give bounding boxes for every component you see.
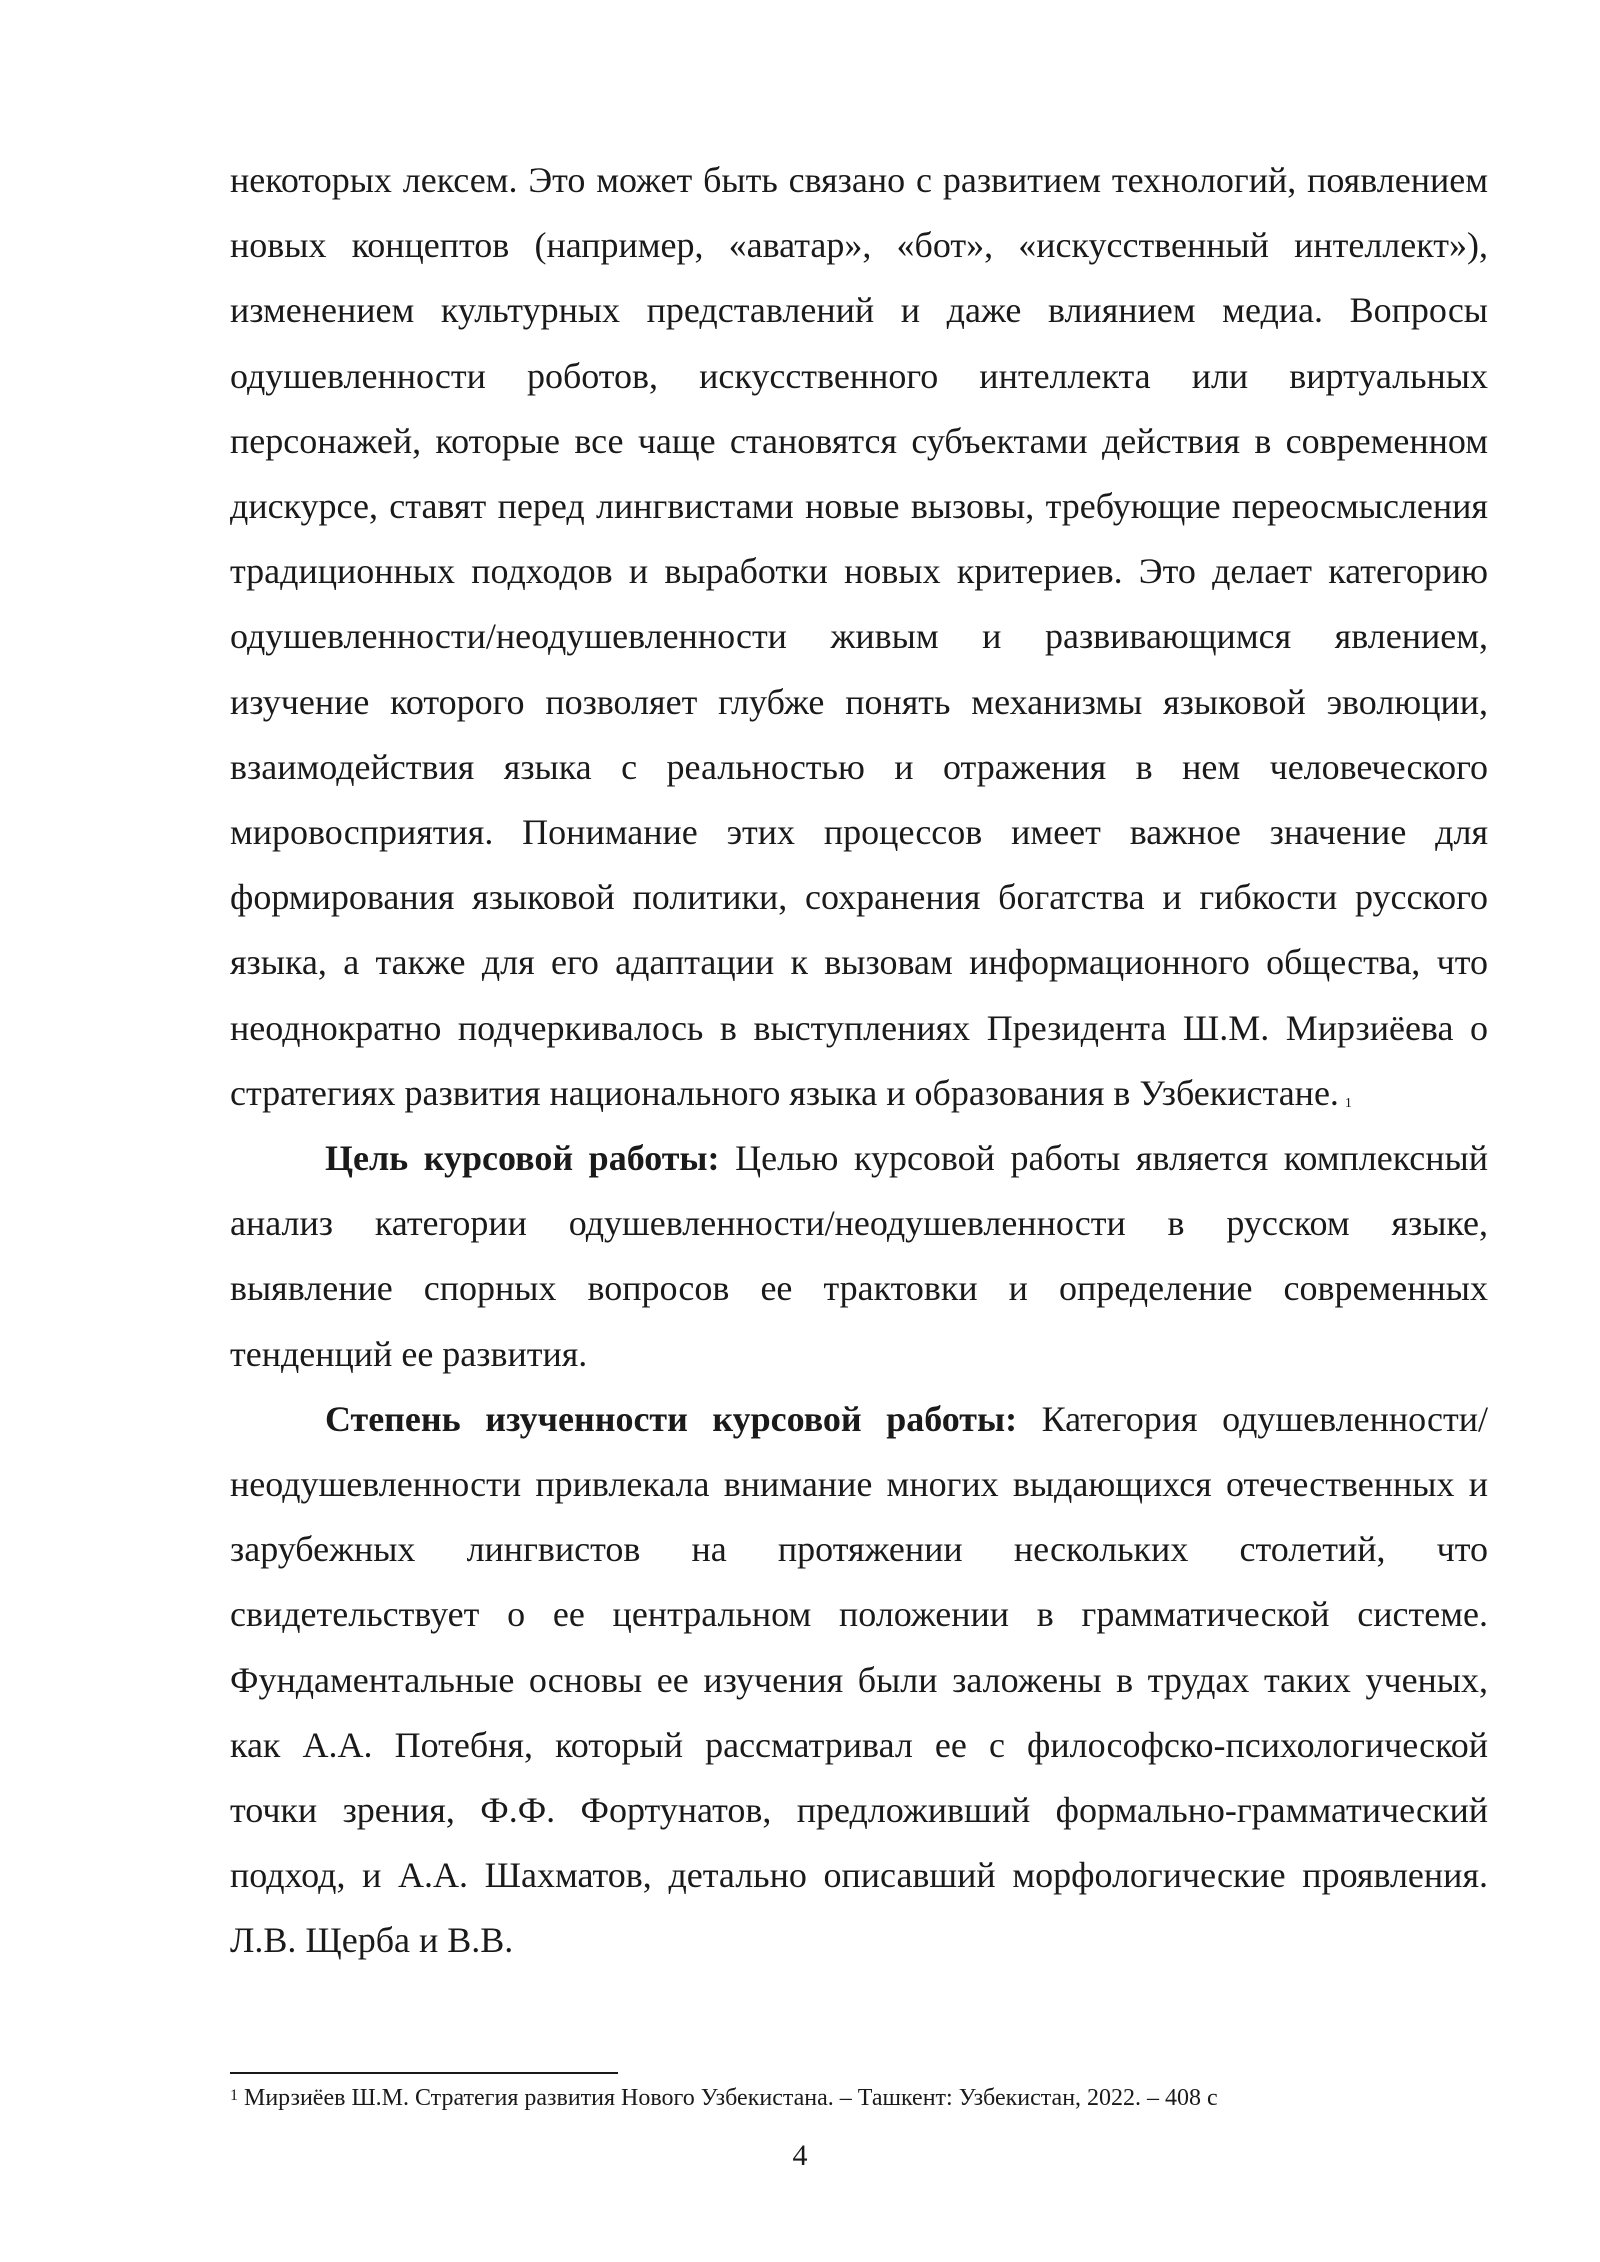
goal-text: Целью курсовой работы является комплексный анализ категории одушевленности/неодушевленности в русском языке, выявление спорных вопросов ее трактовки и определение современных тенденций ее развития. [230, 1138, 1488, 1374]
footnote-reference: 1 [1344, 1095, 1352, 1111]
body-text [230, 148, 1488, 1974]
paragraph-intro-continuation [230, 148, 1488, 1126]
paragraph-text: некоторых лексем. Это может быть связано с развитием технологий, появлением новых концептов (например, «аватар», «бот», «искусственный интеллект»), изменением культурных представлений и даже влиянием медиа. Вопросы одушевленности роботов, искусственного интеллекта или виртуальных персонажей, которые все чаще становятся субъектами действия в современном дискурсе, ставят перед лингвистами новые вызовы, требующие переосмысления традиционных подходов и выработки новых критериев. Это делает категорию одушевленности/неодушевленности живым и развивающимся явлением, изучение которого позволяет глубже понять механизмы языковой эволюции, взаимодействия языка с реальностью и отражения в нем человеческого мировосприятия. Понимание этих процессов имеет важное значение для формирования языковой политики, сохранения богатства и гибкости русского языка, а также для его адаптации к вызовам информационного общества, что неоднократно подчеркивалось в выступлениях Президента Ш.М. Мирзиёева о стратегиях развития национального языка и образования в Узбекистане. [230, 160, 1488, 1113]
footnote [230, 2082, 1488, 2114]
paragraph-degree-of-study [230, 1387, 1488, 1974]
goal-heading: Цель курсовой работы: [325, 1138, 720, 1179]
degree-heading: Степень изученности курсовой работы: [325, 1398, 1018, 1439]
footnote-separator [230, 2072, 618, 2074]
degree-text: Категория одушевленности/неодушевленности привлекала внимание многих выдающихся отечественных и зарубежных лингвистов на протяжении нескольких столетий, что свидетельствует о ее центральном положении в грамматической системе. Фундаментальные основы ее изучения были заложены в трудах таких ученых, как А.А. Потебня, который рассматривал ее с философско-психологической точки зрения, Ф.Ф. Фортунатов, предложивший формально-грамматический подход, и А.А. Шахматов, детально описавший морфологические проявления. Л.В. Щерба и В.В. [230, 1398, 1489, 1961]
footnote-number: 1 [230, 2087, 238, 2104]
page-number: 4 [792, 2139, 808, 2172]
footnote-text: Мирзиёев Ш.М. Стратегия развития Нового Узбекистана. – Ташкент: Узбекистан, 2022. – 408 с [238, 2085, 1218, 2111]
paragraph-goal [230, 1126, 1488, 1387]
